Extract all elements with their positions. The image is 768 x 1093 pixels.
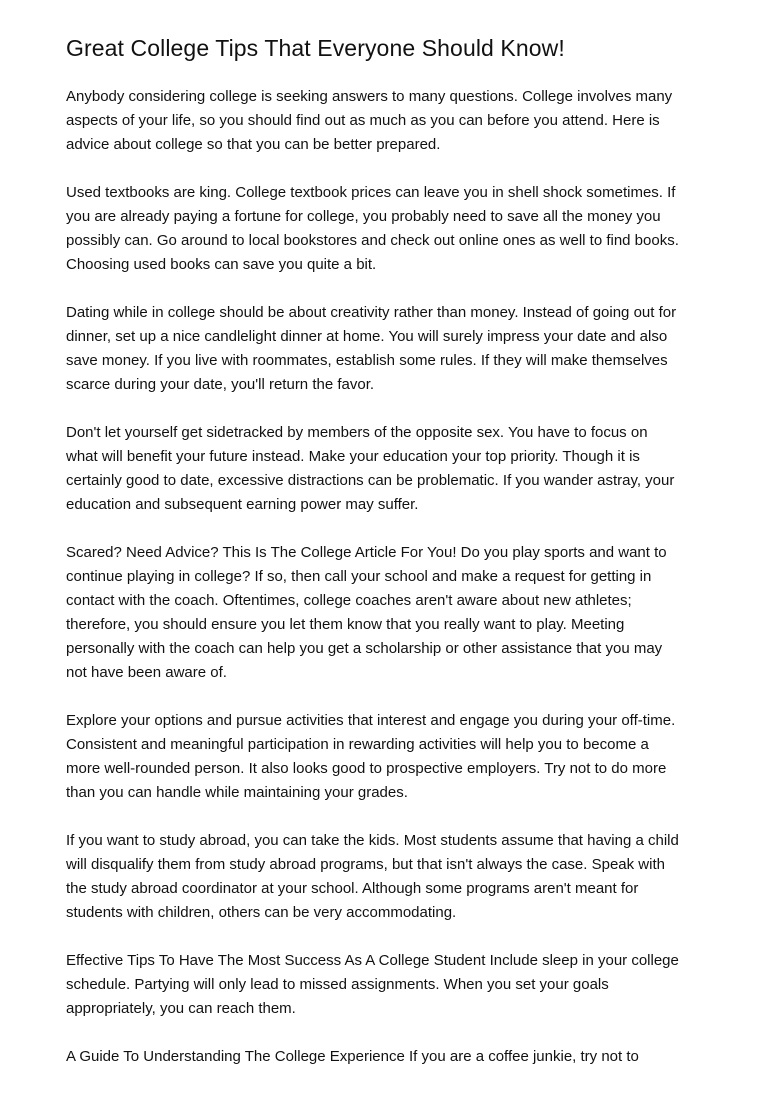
paragraph-dating [66,301,716,397]
paragraph-line: contact with the coach. Oftentimes, college coaches aren't aware about new athletes; [66,592,632,609]
paragraph-line: therefore, you should ensure you let them know that you really want to play. Meeting [66,616,625,633]
paragraph-line: aspects of your life, so you should find out as much as you can before you attend. Here is [66,112,660,129]
paragraph-college-experience [66,1045,716,1069]
paragraph-line: A Guide To Understanding The College Experience If you are a coffee junkie, try not to [66,1048,639,1065]
paragraph-line: If you want to study abroad, you can take the kids. Most students assume that having a child [66,832,679,849]
paragraph-line: you are already paying a fortune for college, you probably need to save all the money you [66,208,661,225]
paragraph-line: not have been aware of. [66,664,227,681]
paragraph-line: scarce during your date, you'll return the favor. [66,376,375,393]
paragraph-line: students with children, others can be very accommodating. [66,904,457,921]
paragraph-line: Dating while in college should be about creativity rather than money. Instead of going out for [66,304,677,321]
paragraph-sports [66,541,716,685]
paragraph-line: schedule. Partying will only lead to missed assignments. When you set your goals [66,976,609,993]
page-title: Great College Tips That Everyone Should Know! [66,35,565,61]
paragraph-line: Effective Tips To Have The Most Success As A College Student Include sleep in your college [66,952,679,969]
paragraph-line: possibly can. Go around to local bookstores and check out online ones as well to find books. [66,232,679,249]
paragraph-line: Don't let yourself get sidetracked by members of the opposite sex. You have to focus on [66,424,648,441]
paragraph-textbooks [66,181,716,277]
paragraph-line: personally with the coach can help you get a scholarship or other assistance that you may [66,640,663,657]
paragraph-line: certainly good to date, excessive distractions can be problematic. If you wander astray, your [66,472,675,489]
paragraph-line: education and subsequent earning power may suffer. [66,496,419,513]
paragraph-line: advice about college so that you can be better prepared. [66,136,441,153]
paragraph-line: Scared? Need Advice? This Is The College Article For You! Do you play sports and want to [66,544,667,561]
paragraph-line: continue playing in college? If so, then call your school and make a request for getting in [66,568,652,585]
paragraph-activities [66,709,716,805]
paragraph-line: Used textbooks are king. College textbook prices can leave you in shell shock sometimes. If [66,184,676,201]
paragraph-line: than you can handle while maintaining your grades. [66,784,408,801]
paragraph-line: what will benefit your future instead. Make your education your top priority. Though it is [66,448,640,465]
paragraph-line: Explore your options and pursue activities that interest and engage you during your off-time. [66,712,676,729]
paragraph-line: appropriately, you can reach them. [66,1000,296,1017]
paragraph-line: more well-rounded person. It also looks good to prospective employers. Try not to do more [66,760,667,777]
paragraph-line: the study abroad coordinator at your school. Although some programs aren't meant for [66,880,639,897]
paragraph-intro [66,85,716,157]
paragraph-line: Consistent and meaningful participation in rewarding activities will help you to become a [66,736,649,753]
paragraph-success-tips [66,949,716,1021]
paragraph-line: dinner, set up a nice candlelight dinner at home. You will surely impress your date and also [66,328,668,345]
paragraph-study-abroad [66,829,716,925]
document-page [66,32,716,1093]
paragraph-distractions [66,421,716,517]
paragraph-line: save money. If you live with roommates, establish some rules. If they will make themselves [66,352,668,369]
paragraph-line: will disqualify them from study abroad programs, but that isn't always the case. Speak with [66,856,665,873]
paragraph-line: Anybody considering college is seeking answers to many questions. College involves many [66,88,673,105]
paragraph-line: Choosing used books can save you quite a bit. [66,256,377,273]
